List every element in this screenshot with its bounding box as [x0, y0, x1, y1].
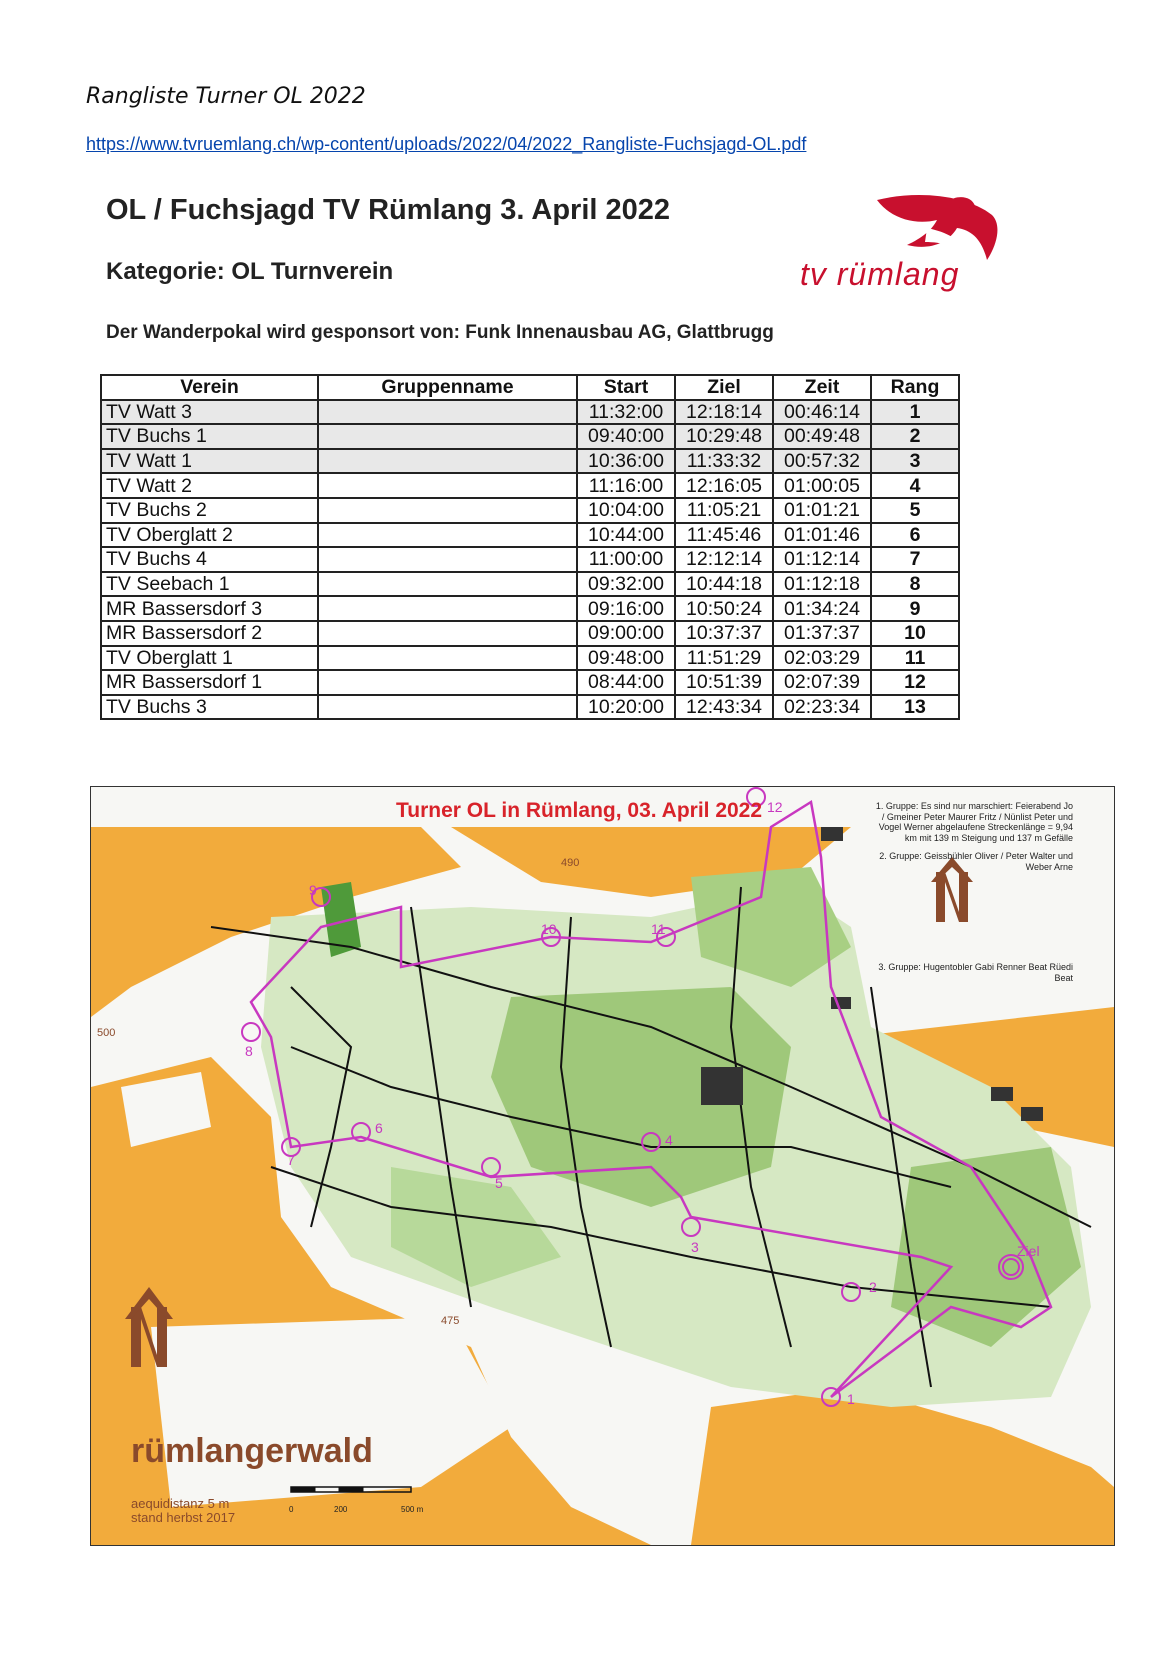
table-cell-zeit: 00:46:14	[773, 400, 871, 425]
table-cell-gruppe	[318, 670, 577, 695]
col-header: Zeit	[773, 375, 871, 400]
legend-entry: 1. Gruppe: Es sind nur marschiert: Feierabend Jo / Gmeiner Peter Maurer Fritz / Nünlist Peter und Vogel Werner abgelaufene Streckenlänge = 9,94 km mit 139 m Steigung und 137 m Gefälle	[875, 801, 1073, 843]
control-label: 1	[847, 1391, 855, 1407]
table-row	[101, 572, 959, 597]
table-cell-start: 10:44:00	[577, 523, 675, 548]
ranking-scan	[92, 180, 1012, 750]
table-cell-start: 08:44:00	[577, 670, 675, 695]
col-header: Verein	[101, 375, 318, 400]
table-cell-zeit: 00:57:32	[773, 449, 871, 474]
control-label: 10	[541, 921, 557, 937]
table-header-row	[101, 375, 959, 400]
contour-label: 500	[97, 1027, 116, 1039]
logo-text: tv rümlang	[800, 256, 960, 292]
table-cell-start: 10:20:00	[577, 695, 675, 720]
table-row	[101, 646, 959, 671]
table-cell-zeit: 00:49:48	[773, 424, 871, 449]
results-body	[101, 400, 959, 720]
equidistance-text: aequidistanz 5 m	[131, 1496, 230, 1511]
table-cell-ziel: 10:51:39	[675, 670, 773, 695]
table-cell-ziel: 10:50:24	[675, 596, 773, 621]
table-cell-start: 10:04:00	[577, 498, 675, 523]
table-cell-rang: 8	[871, 572, 959, 597]
table-cell-zeit: 01:00:05	[773, 473, 871, 498]
table-cell-verein: TV Buchs 2	[101, 498, 318, 523]
table-cell-gruppe	[318, 523, 577, 548]
table-cell-start: 11:32:00	[577, 400, 675, 425]
table-row	[101, 449, 959, 474]
scale-label: 0	[289, 1505, 294, 1514]
table-cell-rang: 7	[871, 547, 959, 572]
control-label: 2	[869, 1279, 877, 1295]
table-cell-gruppe	[318, 449, 577, 474]
table-cell-zeit: 01:01:46	[773, 523, 871, 548]
table-cell-ziel: 12:12:14	[675, 547, 773, 572]
contour-label: 475	[441, 1315, 460, 1327]
table-cell-rang: 4	[871, 473, 959, 498]
table-cell-zeit: 02:23:34	[773, 695, 871, 720]
table-cell-ziel: 10:37:37	[675, 621, 773, 646]
control-label: 6	[375, 1120, 383, 1136]
scale-label: 500 m	[401, 1505, 424, 1514]
table-cell-rang: 2	[871, 424, 959, 449]
table-row	[101, 695, 959, 720]
control-label: 11	[651, 921, 666, 937]
control-label: 12	[767, 799, 783, 815]
legend-entry: 2. Gruppe: Geissbühler Oliver / Peter Walter und Weber Arne	[879, 851, 1073, 872]
table-row	[101, 424, 959, 449]
col-header: Rang	[871, 375, 959, 400]
sponsor-line: Der Wanderpokal wird gesponsort von: Funk Innenausbau AG, Glattbrugg	[106, 322, 774, 343]
table-cell-ziel: 11:33:32	[675, 449, 773, 474]
table-cell-verein: TV Oberglatt 2	[101, 523, 318, 548]
table-cell-verein: TV Buchs 3	[101, 695, 318, 720]
table-row	[101, 596, 959, 621]
table-cell-start: 11:00:00	[577, 547, 675, 572]
table-cell-verein: TV Watt 2	[101, 473, 318, 498]
legend-entry: 3. Gruppe: Hugentobler Gabi Renner Beat Rüedi Beat	[878, 962, 1073, 983]
control-label: 4	[665, 1132, 673, 1148]
table-cell-start: 09:32:00	[577, 572, 675, 597]
table-cell-gruppe	[318, 547, 577, 572]
forest-name: rümlangerwald	[131, 1432, 373, 1470]
table-row	[101, 400, 959, 425]
table-cell-rang: 12	[871, 670, 959, 695]
table-cell-verein: MR Bassersdorf 3	[101, 596, 318, 621]
table-cell-gruppe	[318, 572, 577, 597]
table-cell-gruppe	[318, 498, 577, 523]
table-cell-ziel: 10:44:18	[675, 572, 773, 597]
group-legend	[873, 801, 1073, 991]
control-label: 5	[495, 1175, 503, 1191]
table-cell-rang: 10	[871, 621, 959, 646]
control-label: 7	[287, 1152, 295, 1168]
table-row	[101, 473, 959, 498]
table-row	[101, 498, 959, 523]
table-cell-ziel: 12:43:34	[675, 695, 773, 720]
col-header: Start	[577, 375, 675, 400]
table-cell-ziel: 11:05:21	[675, 498, 773, 523]
table-cell-start: 09:48:00	[577, 646, 675, 671]
table-cell-verein: MR Bassersdorf 2	[101, 621, 318, 646]
table-cell-gruppe	[318, 473, 577, 498]
map-info	[131, 1497, 235, 1525]
table-cell-start: 11:16:00	[577, 473, 675, 498]
table-cell-zeit: 01:37:37	[773, 621, 871, 646]
table-cell-gruppe	[318, 695, 577, 720]
page-title: Rangliste Turner OL 2022	[86, 84, 366, 109]
table-cell-start: 10:36:00	[577, 449, 675, 474]
col-header: Gruppenname	[318, 375, 577, 400]
table-cell-zeit: 02:03:29	[773, 646, 871, 671]
table-cell-verein: MR Bassersdorf 1	[101, 670, 318, 695]
table-cell-zeit: 01:12:14	[773, 547, 871, 572]
table-cell-verein: TV Watt 1	[101, 449, 318, 474]
table-cell-rang: 5	[871, 498, 959, 523]
table-cell-verein: TV Watt 3	[101, 400, 318, 425]
table-cell-start: 09:00:00	[577, 621, 675, 646]
table-cell-rang: 1	[871, 400, 959, 425]
table-cell-ziel: 12:16:05	[675, 473, 773, 498]
table-cell-rang: 6	[871, 523, 959, 548]
control-label: 9	[309, 882, 317, 898]
table-cell-start: 09:16:00	[577, 596, 675, 621]
contour-label: 490	[561, 857, 580, 869]
table-row	[101, 523, 959, 548]
table-cell-rang: 11	[871, 646, 959, 671]
table-row	[101, 670, 959, 695]
control-label: 8	[245, 1043, 253, 1059]
control-label: 3	[691, 1239, 699, 1255]
ranking-title: OL / Fuchsjagd TV Rümlang 3. April 2022	[106, 194, 671, 226]
table-cell-verein: TV Seebach 1	[101, 572, 318, 597]
pdf-link[interactable]: https://www.tvruemlang.ch/wp-content/uploads/2022/04/2022_Rangliste-Fuchsjagd-OL.pdf	[86, 134, 807, 154]
category-heading: Kategorie: OL Turnverein	[106, 258, 394, 285]
table-cell-verein: TV Buchs 1	[101, 424, 318, 449]
map-title: Turner OL in Rümlang, 03. April 2022	[396, 799, 763, 822]
table-cell-verein: TV Oberglatt 1	[101, 646, 318, 671]
control-label: Ziel	[1017, 1243, 1040, 1259]
table-cell-gruppe	[318, 424, 577, 449]
table-cell-start: 09:40:00	[577, 424, 675, 449]
table-cell-zeit: 01:01:21	[773, 498, 871, 523]
table-cell-rang: 3	[871, 449, 959, 474]
table-cell-rang: 13	[871, 695, 959, 720]
table-cell-zeit: 01:34:24	[773, 596, 871, 621]
table-cell-zeit: 02:07:39	[773, 670, 871, 695]
table-cell-gruppe	[318, 621, 577, 646]
table-cell-gruppe	[318, 400, 577, 425]
table-row	[101, 547, 959, 572]
table-row	[101, 621, 959, 646]
table-cell-ziel: 11:51:29	[675, 646, 773, 671]
table-cell-rang: 9	[871, 596, 959, 621]
table-cell-ziel: 10:29:48	[675, 424, 773, 449]
col-header: Ziel	[675, 375, 773, 400]
table-cell-ziel: 11:45:46	[675, 523, 773, 548]
table-cell-verein: TV Buchs 4	[101, 547, 318, 572]
scale-label: 200	[334, 1505, 348, 1514]
table-cell-gruppe	[318, 596, 577, 621]
table-cell-gruppe	[318, 646, 577, 671]
table-cell-ziel: 12:18:14	[675, 400, 773, 425]
table-cell-zeit: 01:12:18	[773, 572, 871, 597]
results-table	[100, 374, 960, 720]
stand-text: stand herbst 2017	[131, 1510, 236, 1525]
orienteering-map	[90, 786, 1115, 1546]
